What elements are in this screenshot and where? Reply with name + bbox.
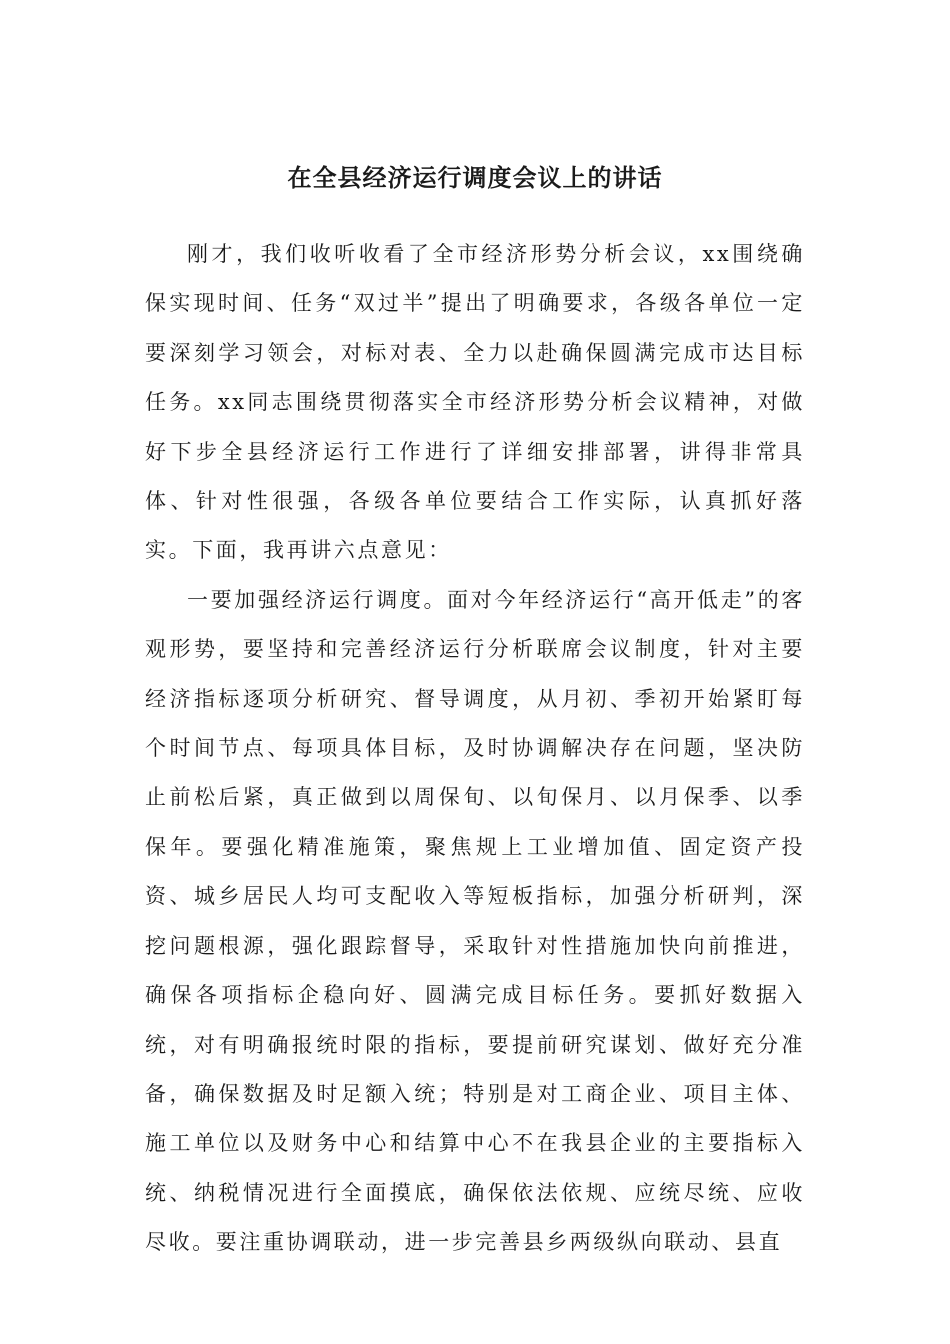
paragraph-intro: 刚才，我们收听收看了全市经济形势分析会议，xx围绕确保实现时间、任务“双过半”提出了明确要求，各级各单位一定要深刻学习领会，对标对表、全力以赴确保圆满完成市达目标任务。xx同志围绕贯彻落实全市经济形势分析会议精神，对做好下步全县经济运行工作进行了详细安排部署，讲得非常具体、针对性很强，各级各单位要结合工作实际，认真抓好落实。下面，我再讲六点意见：: [145, 242, 805, 563]
document-body: [145, 230, 805, 1268]
document-title: 在全县经济运行调度会议上的讲话: [287, 164, 663, 192]
paragraph-point-one: 一要加强经济运行调度。面对今年经济运行“高开低走”的客观形势，要坚持和完善经济运行分析联席会议制度，针对主要经济指标逐项分析研究、督导调度，从月初、季初开始紧盯每个时间节点、每项具体目标，及时协调解决存在问题，坚决防止前松后紧，真正做到以周保旬、以旬保月、以月保季、以季保年。要强化精准施策，聚焦规上工业增加值、固定资产投资、城乡居民人均可支配收入等短板指标，加强分析研判，深挖问题根源，强化跟踪督导，采取针对性措施加快向前推进，确保各项指标企稳向好、圆满完成目标任务。要抓好数据入统，对有明确报统时限的指标，要提前研究谋划、做好充分准备，确保数据及时足额入统；特别是对工商企业、项目主体、施工单位以及财务中心和结算中心不在我县企业的主要指标入统、纳税情况进行全面摸底，确保依法依规、应统尽统、应收尽收。要注重协调联动，进一步完善县乡两级纵向联动、县直: [145, 587, 805, 1255]
